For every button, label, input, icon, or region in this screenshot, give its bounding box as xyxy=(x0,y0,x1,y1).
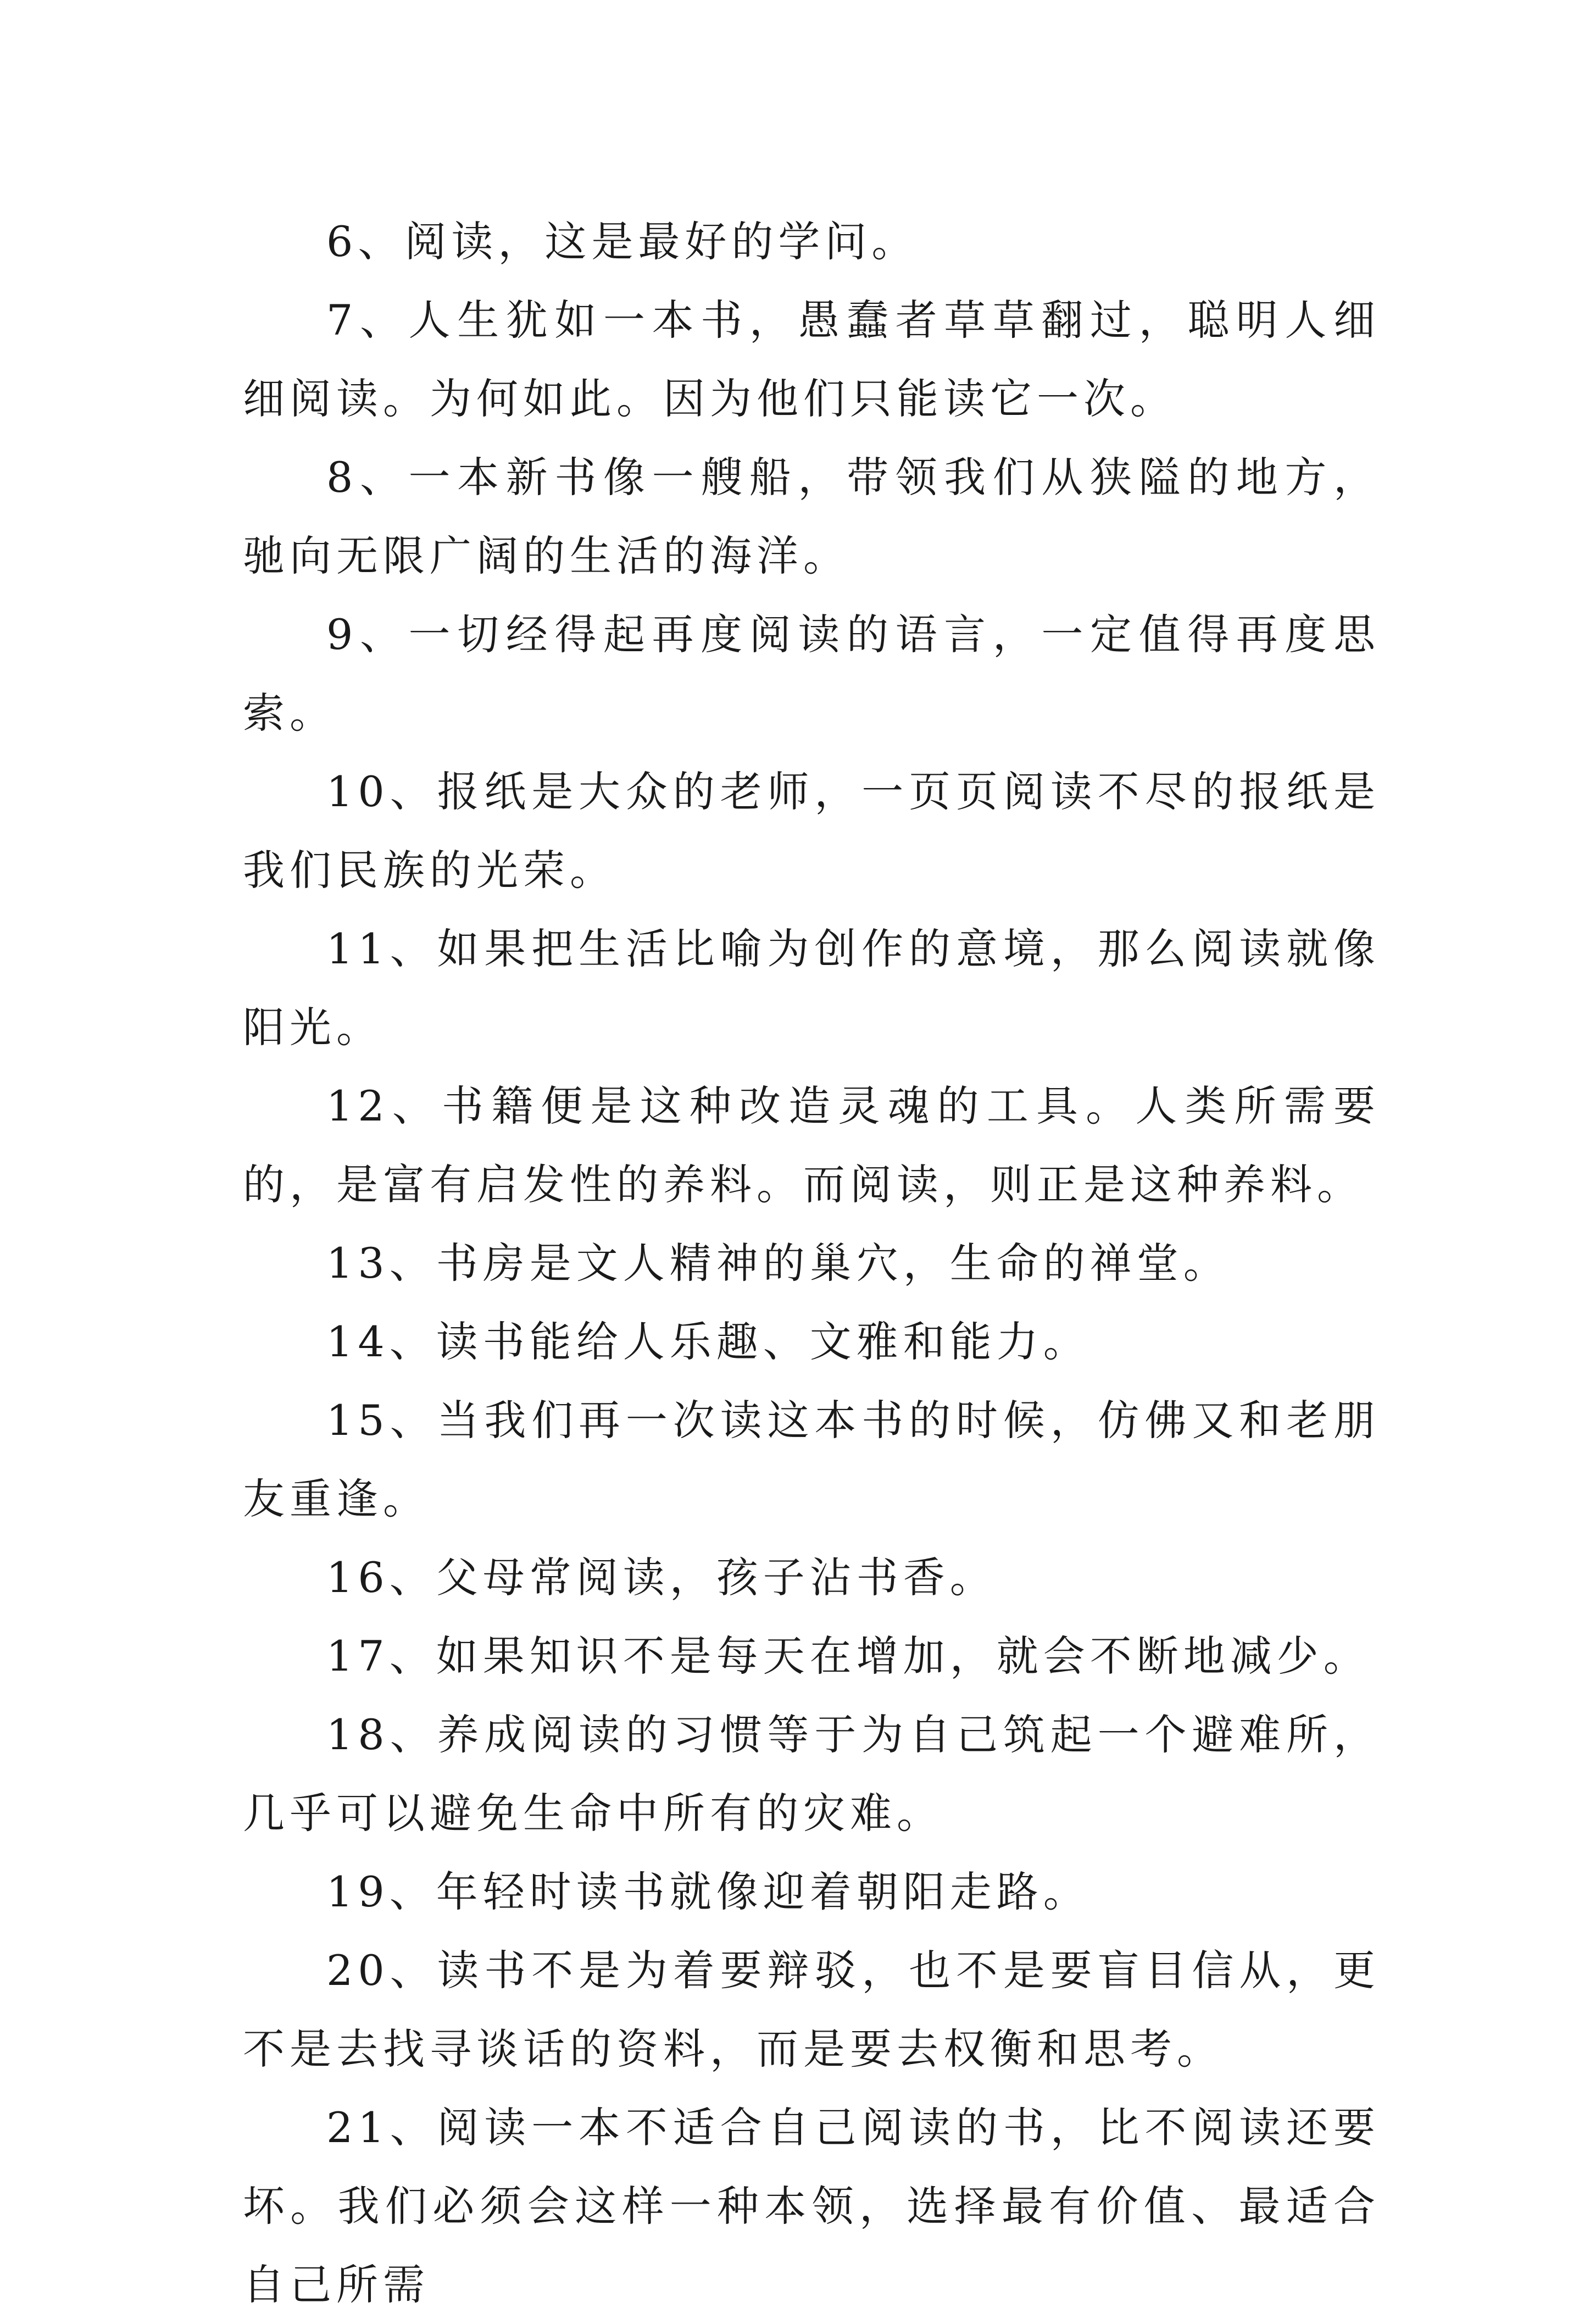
quote-paragraph-21: 21、阅读一本不适合自己阅读的书，比不阅读还要坏。我们必须会这样一种本领，选择最有价值、最适合自己所需 xyxy=(243,2103,1380,2309)
quote-paragraph-7: 7、人生犹如一本书，愚蠢者草草翻过，聪明人细细阅读。为何如此。因为他们只能读它一次。 xyxy=(243,296,1380,423)
document-body xyxy=(243,202,1380,2324)
quote-paragraph-11: 11、如果把生活比喻为创作的意境，那么阅读就像阳光。 xyxy=(243,924,1380,1052)
quote-paragraph-12: 12、书籍便是这种改造灵魂的工具。人类所需要的，是富有启发性的养料。而阅读，则正是这种养料。 xyxy=(243,1081,1380,1209)
quote-paragraph-9: 9、一切经得起再度阅读的语言，一定值得再度思索。 xyxy=(243,610,1380,737)
quote-paragraph-6: 6、阅读，这是最好的学问。 xyxy=(326,217,919,266)
quote-paragraph-17: 17、如果知识不是每天在增加，就会不断地减少。 xyxy=(326,1632,1370,1680)
quote-paragraph-13: 13、书房是文人精神的巢穴，生命的禅堂。 xyxy=(326,1239,1230,1288)
quote-paragraph-15: 15、当我们再一次读这本书的时候，仿佛又和老朋友重逢。 xyxy=(243,1396,1380,1523)
quote-paragraph-8: 8、一本新书像一艘船，带领我们从狭隘的地方，驰向无限广阔的生活的海洋。 xyxy=(243,453,1380,580)
quote-paragraph-18: 18、养成阅读的习惯等于为自己筑起一个避难所，几乎可以避免生命中所有的灾难。 xyxy=(243,1710,1380,1838)
quote-paragraph-20: 20、读书不是为着要辩驳，也不是要盲目信从，更不是去找寻谈话的资料，而是要去权衡和思考。 xyxy=(243,1946,1380,2073)
quote-paragraph-16: 16、父母常阅读，孩子沾书香。 xyxy=(326,1553,997,1602)
quote-paragraph-10: 10、报纸是大众的老师，一页页阅读不尽的报纸是我们民族的光荣。 xyxy=(243,767,1380,895)
quote-paragraph-14: 14、读书能给人乐趣、文雅和能力。 xyxy=(326,1317,1090,1366)
quote-paragraph-19: 19、年轻时读书就像迎着朝阳走路。 xyxy=(326,1867,1090,1916)
